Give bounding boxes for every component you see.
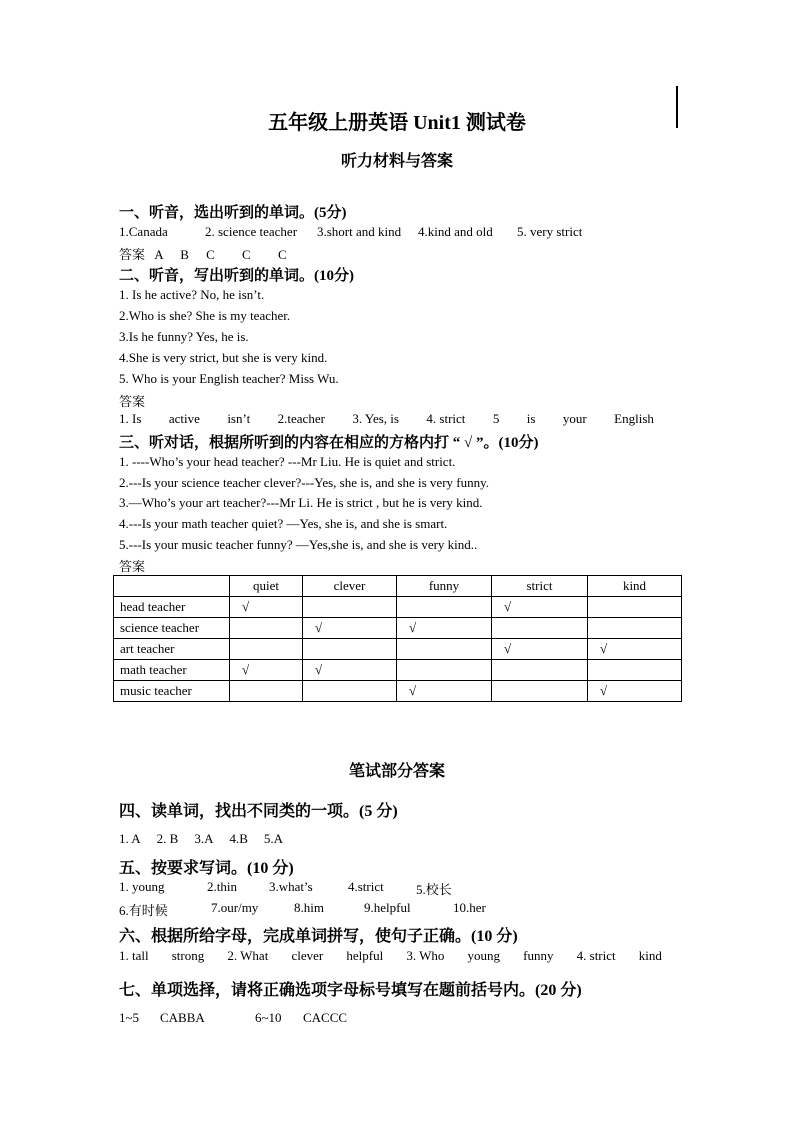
column-header: quiet	[230, 576, 303, 597]
listening-subtitle: 听力材料与答案	[340, 153, 453, 170]
section-4-answers	[119, 831, 299, 847]
answer-item: 1~5	[119, 1010, 140, 1025]
row-label: math teacher	[114, 660, 230, 681]
answer-table	[113, 575, 682, 702]
answer-item: your	[562, 411, 587, 426]
word-3: 3.short and kind	[317, 224, 402, 239]
section-3-line-3: 3.—Who’s your art teacher?---Mr Li. He is strict , but he is very kind.	[119, 495, 483, 510]
section-6-title: 六、根据所给字母，完成单词拼写，使句子正确。(10 分)	[119, 928, 518, 945]
answer-item: 2. What	[227, 948, 269, 963]
answer-item: kind	[638, 948, 662, 963]
section-6-answers	[119, 948, 662, 964]
table-row	[114, 618, 682, 639]
section-1-title: 一、听音，选出听到的单词。(5分)	[119, 205, 347, 221]
word-1: 1.Canada	[119, 224, 168, 239]
section-1-answers	[119, 244, 287, 263]
table-cell	[230, 681, 303, 702]
answer-item: C	[242, 247, 251, 262]
answer-item: 2.teacher	[277, 411, 325, 426]
table-row	[114, 639, 682, 660]
answer-item: 8.him	[294, 900, 324, 915]
row-label: music teacher	[114, 681, 230, 702]
answer-item: C	[206, 247, 215, 262]
section-7-title: 七、单项选择，请将正确选项字母标号填写在题前括号内。(20 分)	[119, 982, 582, 999]
answer-item: 4. strict	[426, 411, 466, 426]
answer-item: A	[154, 247, 163, 262]
answer-item: 6.有时候	[119, 903, 168, 918]
table-cell: √	[230, 597, 303, 618]
page-title: 五年级上册英语 Unit1 测试卷	[268, 112, 526, 134]
answer-item: 4.strict	[348, 879, 384, 894]
answer-item: strong	[171, 948, 205, 963]
answer-item: CACCC	[303, 1010, 348, 1025]
section-2-line-1: 1. Is he active? No, he isn’t.	[119, 287, 265, 302]
table-cell: √	[588, 681, 682, 702]
answer-item: B	[180, 247, 189, 262]
table-row	[114, 660, 682, 681]
answer-item: 4.B	[229, 831, 248, 846]
table-cell	[588, 597, 682, 618]
section-3-title: 三、听对话，根据所听到的内容在相应的方格内打 “ √ ”。(10分)	[119, 435, 539, 451]
answer-item: 3. Yes, is	[352, 411, 399, 426]
answer-item: 3. Who	[406, 948, 445, 963]
section-2-line-5: 5. Who is your English teacher? Miss Wu.	[119, 371, 339, 386]
table-row	[114, 681, 682, 702]
section-5-title: 五、按要求写词。(10 分)	[119, 860, 294, 877]
answer-item: 6~10	[255, 1010, 282, 1025]
table-cell: √	[588, 639, 682, 660]
section-4-title: 四、读单词，找出不同类的一项。(5 分)	[119, 803, 398, 820]
table-cell	[303, 597, 397, 618]
answer-item: CABBA	[160, 1010, 205, 1025]
answer-item: 9.helpful	[364, 900, 411, 915]
answer-item: 5.A	[263, 831, 284, 846]
column-header: kind	[588, 576, 682, 597]
answer-item: 1. tall	[119, 948, 149, 963]
word-4: 4.kind and old	[418, 224, 493, 239]
table-cell: √	[303, 618, 397, 639]
table-header-row	[114, 576, 682, 597]
answer-item: young	[467, 948, 501, 963]
answer-item: active	[168, 411, 200, 426]
section-3-line-2: 2.---Is your science teacher clever?---Yes, she is, and she is very funny.	[119, 475, 490, 490]
table-cell	[492, 618, 588, 639]
answer-item: 4. strict	[576, 948, 616, 963]
answer-item: 1. young	[119, 879, 165, 894]
column-header: strict	[492, 576, 588, 597]
table-cell	[303, 681, 397, 702]
table-cell	[588, 660, 682, 681]
section-3-line-1: 1. ----Who’s your head teacher? ---Mr Liu. He is quiet and strict.	[119, 454, 456, 469]
table-row	[114, 597, 682, 618]
section-2-line-2: 2.Who is she? She is my teacher.	[119, 308, 291, 323]
table-cell	[230, 639, 303, 660]
table-cell: √	[492, 639, 588, 660]
table-corner	[114, 576, 230, 597]
answer-item: 7.our/my	[211, 900, 259, 915]
answer-item: 5	[492, 411, 500, 426]
table-cell	[588, 618, 682, 639]
table-cell	[397, 639, 492, 660]
table-cell: √	[397, 681, 492, 702]
answer-item: C	[277, 247, 287, 262]
word-2: 2. science teacher	[205, 224, 298, 239]
section-3-answer-label: 答案	[119, 559, 146, 574]
answer-item: 1. A	[119, 831, 141, 846]
answer-item: is	[526, 411, 536, 426]
section-2-answer-label: 答案	[119, 394, 146, 409]
answer-item: isn’t	[227, 411, 251, 426]
column-header: clever	[303, 576, 397, 597]
answer-item: 3.A	[194, 831, 214, 846]
section-2-answers	[119, 411, 654, 427]
section-2-title: 二、听音，写出听到的单词。(10分)	[119, 268, 354, 284]
column-header: funny	[397, 576, 492, 597]
answer-label: 答案	[119, 247, 146, 262]
answer-item: 10.her	[453, 900, 486, 915]
section-3-line-4: 4.---Is your math teacher quiet? —Yes, she is, and she is smart.	[119, 516, 448, 531]
table-cell	[397, 660, 492, 681]
answer-item: funny	[523, 948, 554, 963]
answer-item: clever	[291, 948, 324, 963]
written-part-title: 笔试部分答案	[348, 763, 445, 780]
word-5: 5. very strict	[517, 224, 583, 239]
row-label: head teacher	[114, 597, 230, 618]
row-label: science teacher	[114, 618, 230, 639]
table-cell: √	[492, 597, 588, 618]
table-cell: √	[303, 660, 397, 681]
answer-item: 2.thin	[207, 879, 237, 894]
table-cell	[492, 681, 588, 702]
answer-item: English	[614, 411, 654, 426]
answer-item: helpful	[346, 948, 384, 963]
row-label: art teacher	[114, 639, 230, 660]
table-cell: √	[397, 618, 492, 639]
section-2-line-3: 3.Is he funny? Yes, he is.	[119, 329, 249, 344]
table-cell	[230, 618, 303, 639]
table-cell: √	[230, 660, 303, 681]
answer-item: 5.校长	[416, 882, 452, 897]
answer-item: 1. Is	[119, 411, 142, 426]
table-cell	[303, 639, 397, 660]
table-cell	[397, 597, 492, 618]
answer-item: 2. B	[156, 831, 179, 846]
table-cell	[492, 660, 588, 681]
section-3-line-5: 5.---Is your music teacher funny? —Yes,she is, and she is very kind..	[119, 537, 478, 552]
answer-item: 3.what’s	[269, 879, 313, 894]
section-2-line-4: 4.She is very strict, but she is very kind.	[119, 350, 328, 365]
